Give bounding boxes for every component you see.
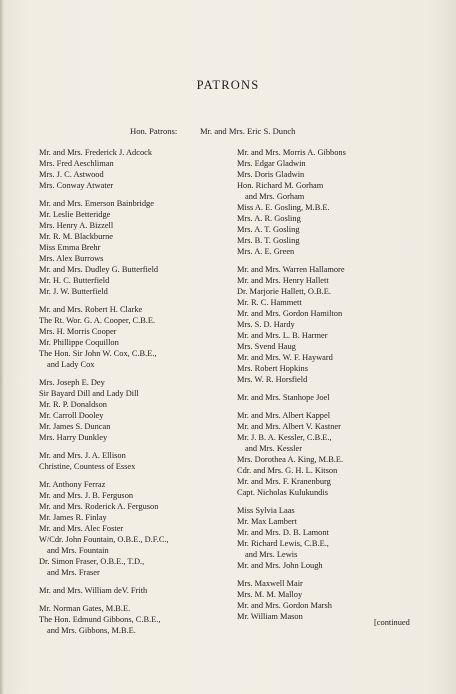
- patrons-left-column: [39, 147, 229, 643]
- honorary-patrons-name: Mr. and Mrs. Eric S. Dunch: [200, 126, 296, 136]
- patron-group: [39, 377, 229, 443]
- patron-name: Mrs. Svend Haug: [237, 342, 296, 351]
- patron-group: [39, 304, 229, 370]
- patron-name: Capt. Nicholas Kulukundis: [237, 488, 328, 497]
- patron-name: Mr. and Mrs. J. A. Ellison: [39, 451, 126, 460]
- patron-name: Mr. Leslie Betteridge: [39, 210, 111, 219]
- patron-name: Mr. and Mrs. Alec Foster: [39, 524, 124, 533]
- patron-name: Mr. and Mrs. F. Kranenburg: [237, 477, 331, 486]
- patron-group: [237, 410, 422, 498]
- patron-name: Mr. Phillippe Coquillon: [39, 338, 119, 347]
- patron-name: Mr. and Mrs. J. B. Ferguson: [39, 491, 134, 500]
- patron-name: Mrs. Henry A. Bizzell: [39, 221, 114, 230]
- patron-name: Sir Bayard Dill and Lady Dill: [39, 389, 139, 398]
- patron-name: Mr. and Mrs. Roderick A. Ferguson: [39, 502, 159, 511]
- patron-name: Mr. Richard Lewis, C.B.E.,: [237, 539, 329, 548]
- patron-group: [39, 147, 229, 191]
- patron-name: Mr. Carroll Dooley: [39, 411, 104, 420]
- patron-name: Mr. and Mrs. Henry Hallett: [237, 276, 329, 285]
- patron-name: Mrs. W. R. Horsfield: [237, 375, 308, 384]
- patron-name: Mrs. Conway Atwater: [39, 181, 114, 190]
- patron-group: [39, 603, 229, 636]
- patron-name: Mr. and Mrs. L. B. Harmer: [237, 331, 328, 340]
- patron-name: Miss Sylvia Laas: [237, 506, 295, 515]
- patron-name: Christine, Countess of Essex: [39, 462, 136, 471]
- patrons-right-column: [237, 147, 422, 629]
- patron-group: [237, 578, 422, 622]
- patron-name: Mrs. Joseph E. Dey: [39, 378, 105, 387]
- page-crease: [0, 0, 4, 694]
- patron-name: The Hon. Edmund Gibbons, C.B.E.,: [39, 615, 161, 624]
- patron-name: Mrs. Alex Burrows: [39, 254, 104, 263]
- patron-name: Mr. H. C. Butterfield: [39, 276, 110, 285]
- patron-name: Mrs. Dorothea A. King, M.B.E.: [237, 455, 344, 464]
- patron-name: Mr. Max Lambert: [237, 517, 297, 526]
- patron-name: and Lady Cox: [47, 360, 95, 369]
- patron-group: [237, 147, 422, 257]
- patron-name: Mr. R. C. Hammett: [237, 298, 302, 307]
- patron-name: and Mrs. Gibbons, M.B.E.: [47, 626, 136, 635]
- patron-name: Mr. and Mrs. John Lough: [237, 561, 323, 570]
- patron-name: Mr. Norman Gates, M.B.E.: [39, 604, 131, 613]
- patron-name: Mrs. A. T. Gosling: [237, 225, 300, 234]
- patron-name: Hon. Richard M. Gorham: [237, 181, 324, 190]
- patron-name: Mrs. M. M. Malloy: [237, 590, 303, 599]
- patron-name: Mrs. B. T. Gosling: [237, 236, 300, 245]
- continued-note: [continued: [374, 618, 410, 627]
- patron-name: Mrs. H. Morris Cooper: [39, 327, 117, 336]
- patron-name: Mrs. Fred Aeschliman: [39, 159, 114, 168]
- patron-name: and Mrs. Fraser: [47, 568, 100, 577]
- patron-group: [237, 392, 422, 403]
- patron-name: Mr. William Mason: [237, 612, 303, 621]
- patron-name: Mr. and Mrs. Albert V. Kastner: [237, 422, 341, 431]
- patron-name: and Mrs. Gorham: [245, 192, 305, 201]
- patron-name: Mrs. Maxwell Mair: [237, 579, 303, 588]
- patron-name: The Rt. Wor. G. A. Cooper, C.B.E.: [39, 316, 156, 325]
- patron-group: [237, 264, 422, 385]
- patron-name: Mr. and Mrs. Dudley G. Butterfield: [39, 265, 159, 274]
- patron-name: Mr. James R. Finlay: [39, 513, 107, 522]
- patron-name: Mrs. J. C. Astwood: [39, 170, 104, 179]
- honorary-patrons-label: Hon. Patrons:: [130, 126, 178, 136]
- patron-name: Dr. Marjorie Hallett, O.B.E.: [237, 287, 331, 296]
- page-title: PATRONS: [196, 78, 260, 92]
- patron-name: Mr. J. W. Butterfield: [39, 287, 108, 296]
- patron-name: Mr. and Mrs. Emerson Bainbridge: [39, 199, 154, 208]
- patron-name: Miss A. E. Gosling, M.B.E.: [237, 203, 330, 212]
- patron-name: Mrs. Edgar Gladwin: [237, 159, 306, 168]
- patron-name: Mrs. Robert Hopkins: [237, 364, 308, 373]
- patron-group: [39, 198, 229, 297]
- patron-name: Mr. and Mrs. William deV. Frith: [39, 586, 148, 595]
- patron-name: Mr. and Mrs. D. B. Lamont: [237, 528, 329, 537]
- patron-name: Mr. and Mrs. Gordon Marsh: [237, 601, 332, 610]
- patron-name: Mrs. A. E. Green: [237, 247, 295, 256]
- patron-name: Mr. and Mrs. Gordon Hamilton: [237, 309, 343, 318]
- patron-name: Mr. James S. Duncan: [39, 422, 111, 431]
- patron-name: Mr. and Mrs. W. F. Hayward: [237, 353, 333, 362]
- patron-name: Mr. R. M. Blackburne: [39, 232, 113, 241]
- patron-name: Mr. Anthony Ferraz: [39, 480, 106, 489]
- patron-name: W/Cdr. John Fountain, O.B.E., D.F.C.,: [39, 535, 169, 544]
- patron-name: Mr. and Mrs. Stanhope Joel: [237, 393, 330, 402]
- patron-name: Mr. and Mrs. Robert H. Clarke: [39, 305, 143, 314]
- patron-group: [39, 450, 229, 472]
- patron-name: Mrs. Harry Dunkley: [39, 433, 108, 442]
- patron-name: Mr. and Mrs. Frederick J. Adcock: [39, 148, 153, 157]
- patron-name: Mr. and Mrs. Warren Hallamore: [237, 265, 345, 274]
- patron-name: Mr. R. P. Donaldson: [39, 400, 107, 409]
- patron-name: and Mrs. Fountain: [47, 546, 109, 555]
- patron-name: Dr. Simon Fraser, O.B.E., T.D.,: [39, 557, 145, 566]
- patron-name: Mrs. Doris Gladwin: [237, 170, 305, 179]
- patron-group: [39, 585, 229, 596]
- patron-name: Mr. and Mrs. Albert Kappel: [237, 411, 331, 420]
- patron-group: [237, 505, 422, 571]
- patron-name: Mr. J. B. A. Kessler, C.B.E.,: [237, 433, 332, 442]
- patron-name: Mr. and Mrs. Morris A. Gibbons: [237, 148, 346, 157]
- patron-group: [39, 479, 229, 578]
- patron-name: Cdr. and Mrs. G. H. L. Kitson: [237, 466, 338, 475]
- patron-name: Mrs. S. D. Hardy: [237, 320, 295, 329]
- patron-name: The Hon. Sir John W. Cox, C.B.E.,: [39, 349, 157, 358]
- patron-name: Miss Emma Brehr: [39, 243, 101, 252]
- patron-name: and Mrs. Kessler: [245, 444, 302, 453]
- patron-name: Mrs. A. R. Gosling: [237, 214, 301, 223]
- patron-name: and Mrs. Lewis: [245, 550, 298, 559]
